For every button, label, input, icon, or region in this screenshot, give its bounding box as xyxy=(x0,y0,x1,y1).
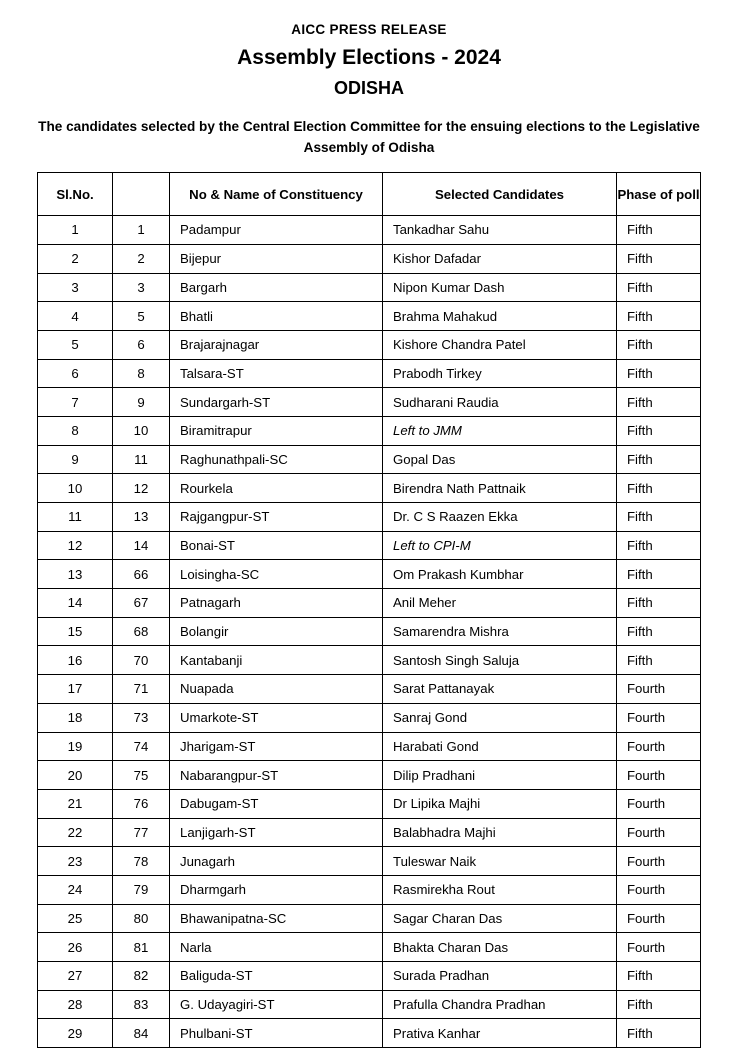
cell-phase: Fifth xyxy=(617,589,701,618)
cell-candidate: Samarendra Mishra xyxy=(383,617,617,646)
cell-constituency-no: 8 xyxy=(113,359,170,388)
cell-sl-no: 1 xyxy=(38,216,113,245)
cell-candidate: Sudharani Raudia xyxy=(383,388,617,417)
cell-candidate: Prabodh Tirkey xyxy=(383,359,617,388)
cell-phase: Fifth xyxy=(617,416,701,445)
cell-candidate: Gopal Das xyxy=(383,445,617,474)
cell-constituency-no: 12 xyxy=(113,474,170,503)
cell-sl-no: 29 xyxy=(38,1019,113,1048)
table-row xyxy=(38,847,701,876)
table-row xyxy=(38,302,701,331)
cell-constituency-name: Loisingha-SC xyxy=(170,560,383,589)
column-header-selected-candidates: Selected Candidates xyxy=(383,173,617,216)
cell-constituency-name: Rajgangpur-ST xyxy=(170,503,383,532)
column-header-phase: Phase of poll xyxy=(617,173,701,216)
table-row xyxy=(38,1019,701,1048)
column-header-constituency: No & Name of Constituency xyxy=(170,173,383,216)
cell-sl-no: 19 xyxy=(38,732,113,761)
cell-constituency-name: Talsara-ST xyxy=(170,359,383,388)
cell-phase: Fourth xyxy=(617,933,701,962)
cell-phase: Fifth xyxy=(617,302,701,331)
table-body xyxy=(38,216,701,1048)
cell-phase: Fifth xyxy=(617,216,701,245)
cell-constituency-name: Bargarh xyxy=(170,273,383,302)
cell-candidate: Tuleswar Naik xyxy=(383,847,617,876)
cell-constituency-no: 83 xyxy=(113,990,170,1019)
cell-constituency-name: G. Udayagiri-ST xyxy=(170,990,383,1019)
cell-phase: Fourth xyxy=(617,847,701,876)
cell-phase: Fourth xyxy=(617,818,701,847)
cell-candidate: Tankadhar Sahu xyxy=(383,216,617,245)
cell-constituency-name: Phulbani-ST xyxy=(170,1019,383,1048)
cell-constituency-name: Rourkela xyxy=(170,474,383,503)
cell-constituency-no: 9 xyxy=(113,388,170,417)
page-title: Assembly Elections - 2024 xyxy=(237,46,501,69)
cell-candidate: Left to CPI-M xyxy=(383,531,617,560)
table-row xyxy=(38,589,701,618)
cell-sl-no: 21 xyxy=(38,789,113,818)
cell-sl-no: 9 xyxy=(38,445,113,474)
cell-constituency-name: Brajarajnagar xyxy=(170,330,383,359)
table-row xyxy=(38,445,701,474)
table-row xyxy=(38,646,701,675)
cell-phase: Fourth xyxy=(617,875,701,904)
cell-candidate: Dr Lipika Majhi xyxy=(383,789,617,818)
cell-constituency-no: 5 xyxy=(113,302,170,331)
cell-phase: Fourth xyxy=(617,732,701,761)
cell-constituency-no: 79 xyxy=(113,875,170,904)
cell-constituency-no: 84 xyxy=(113,1019,170,1048)
candidates-table xyxy=(37,172,701,1048)
cell-phase: Fourth xyxy=(617,761,701,790)
cell-phase: Fifth xyxy=(617,617,701,646)
cell-phase: Fifth xyxy=(617,531,701,560)
cell-candidate: Sagar Charan Das xyxy=(383,904,617,933)
table-row xyxy=(38,503,701,532)
cell-constituency-no: 10 xyxy=(113,416,170,445)
cell-sl-no: 2 xyxy=(38,244,113,273)
cell-sl-no: 27 xyxy=(38,962,113,991)
state-name: ODISHA xyxy=(333,78,404,98)
table-row xyxy=(38,990,701,1019)
cell-candidate: Sanraj Gond xyxy=(383,703,617,732)
cell-constituency-no: 77 xyxy=(113,818,170,847)
cell-phase: Fifth xyxy=(617,646,701,675)
cell-constituency-name: Biramitrapur xyxy=(170,416,383,445)
cell-sl-no: 7 xyxy=(38,388,113,417)
cell-constituency-no: 3 xyxy=(113,273,170,302)
table-row xyxy=(38,761,701,790)
cell-constituency-name: Bhawanipatna-SC xyxy=(170,904,383,933)
cell-constituency-no: 68 xyxy=(113,617,170,646)
cell-constituency-no: 80 xyxy=(113,904,170,933)
cell-constituency-no: 66 xyxy=(113,560,170,589)
table-row xyxy=(38,933,701,962)
table-row xyxy=(38,904,701,933)
table-row xyxy=(38,818,701,847)
cell-sl-no: 26 xyxy=(38,933,113,962)
cell-constituency-no: 76 xyxy=(113,789,170,818)
cell-sl-no: 13 xyxy=(38,560,113,589)
cell-constituency-no: 1 xyxy=(113,216,170,245)
cell-constituency-name: Bolangir xyxy=(170,617,383,646)
cell-constituency-no: 70 xyxy=(113,646,170,675)
table-row xyxy=(38,474,701,503)
cell-constituency-name: Narla xyxy=(170,933,383,962)
cell-candidate: Bhakta Charan Das xyxy=(383,933,617,962)
cell-sl-no: 11 xyxy=(38,503,113,532)
cell-constituency-name: Raghunathpali-SC xyxy=(170,445,383,474)
cell-candidate: Brahma Mahakud xyxy=(383,302,617,331)
cell-sl-no: 10 xyxy=(38,474,113,503)
cell-constituency-no: 81 xyxy=(113,933,170,962)
table-row xyxy=(38,359,701,388)
cell-phase: Fourth xyxy=(617,703,701,732)
cell-candidate: Dilip Pradhani xyxy=(383,761,617,790)
cell-constituency-name: Dharmgarh xyxy=(170,875,383,904)
press-release-label: AICC PRESS RELEASE xyxy=(291,22,447,37)
table-row xyxy=(38,531,701,560)
cell-phase: Fifth xyxy=(617,244,701,273)
cell-candidate: Balabhadra Majhi xyxy=(383,818,617,847)
cell-candidate: Nipon Kumar Dash xyxy=(383,273,617,302)
table-row xyxy=(38,244,701,273)
cell-constituency-no: 14 xyxy=(113,531,170,560)
cell-phase: Fourth xyxy=(617,675,701,704)
cell-phase: Fifth xyxy=(617,503,701,532)
cell-constituency-no: 2 xyxy=(113,244,170,273)
cell-candidate: Kishor Dafadar xyxy=(383,244,617,273)
cell-candidate: Prativa Kanhar xyxy=(383,1019,617,1048)
cell-constituency-no: 78 xyxy=(113,847,170,876)
cell-sl-no: 17 xyxy=(38,675,113,704)
table-row xyxy=(38,675,701,704)
cell-sl-no: 12 xyxy=(38,531,113,560)
cell-constituency-no: 11 xyxy=(113,445,170,474)
cell-sl-no: 22 xyxy=(38,818,113,847)
table-row xyxy=(38,617,701,646)
table-row xyxy=(38,273,701,302)
cell-phase: Fifth xyxy=(617,474,701,503)
cell-candidate: Harabati Gond xyxy=(383,732,617,761)
table-row xyxy=(38,732,701,761)
cell-phase: Fifth xyxy=(617,560,701,589)
cell-candidate: Surada Pradhan xyxy=(383,962,617,991)
cell-candidate: Sarat Pattanayak xyxy=(383,675,617,704)
cell-constituency-name: Baliguda-ST xyxy=(170,962,383,991)
cell-sl-no: 6 xyxy=(38,359,113,388)
cell-constituency-name: Dabugam-ST xyxy=(170,789,383,818)
document-header xyxy=(28,22,710,99)
cell-phase: Fifth xyxy=(617,1019,701,1048)
cell-sl-no: 3 xyxy=(38,273,113,302)
cell-constituency-no: 71 xyxy=(113,675,170,704)
cell-candidate: Santosh Singh Saluja xyxy=(383,646,617,675)
cell-constituency-name: Jharigam-ST xyxy=(170,732,383,761)
cell-sl-no: 8 xyxy=(38,416,113,445)
table-row xyxy=(38,962,701,991)
cell-candidate: Anil Meher xyxy=(383,589,617,618)
document-subtitle: The candidates selected by the Central Election Committee for the ensuing elections to the Legislative Assembly of Odisha xyxy=(38,119,700,156)
table-row xyxy=(38,560,701,589)
cell-constituency-name: Bonai-ST xyxy=(170,531,383,560)
table-row xyxy=(38,416,701,445)
cell-constituency-name: Bijepur xyxy=(170,244,383,273)
cell-constituency-name: Sundargarh-ST xyxy=(170,388,383,417)
cell-phase: Fifth xyxy=(617,330,701,359)
cell-constituency-no: 74 xyxy=(113,732,170,761)
table-header-row xyxy=(38,173,701,216)
column-header-constituency-no xyxy=(113,173,170,216)
cell-phase: Fourth xyxy=(617,904,701,933)
cell-sl-no: 5 xyxy=(38,330,113,359)
cell-phase: Fifth xyxy=(617,990,701,1019)
table-row xyxy=(38,789,701,818)
cell-sl-no: 14 xyxy=(38,589,113,618)
cell-candidate: Kishore Chandra Patel xyxy=(383,330,617,359)
cell-phase: Fifth xyxy=(617,445,701,474)
cell-phase: Fifth xyxy=(617,962,701,991)
cell-sl-no: 16 xyxy=(38,646,113,675)
cell-phase: Fifth xyxy=(617,273,701,302)
cell-candidate: Rasmirekha Rout xyxy=(383,875,617,904)
table-row xyxy=(38,875,701,904)
cell-constituency-name: Patnagarh xyxy=(170,589,383,618)
cell-sl-no: 25 xyxy=(38,904,113,933)
table-row xyxy=(38,388,701,417)
cell-candidate: Birendra Nath Pattnaik xyxy=(383,474,617,503)
table-row xyxy=(38,703,701,732)
cell-sl-no: 28 xyxy=(38,990,113,1019)
column-header-sl-no: Sl.No. xyxy=(38,173,113,216)
cell-sl-no: 15 xyxy=(38,617,113,646)
cell-constituency-no: 13 xyxy=(113,503,170,532)
cell-phase: Fifth xyxy=(617,388,701,417)
cell-constituency-name: Junagarh xyxy=(170,847,383,876)
cell-constituency-no: 67 xyxy=(113,589,170,618)
cell-candidate: Dr. C S Raazen Ekka xyxy=(383,503,617,532)
cell-constituency-name: Bhatli xyxy=(170,302,383,331)
cell-sl-no: 4 xyxy=(38,302,113,331)
cell-constituency-name: Padampur xyxy=(170,216,383,245)
cell-constituency-name: Nabarangpur-ST xyxy=(170,761,383,790)
cell-candidate: Left to JMM xyxy=(383,416,617,445)
cell-constituency-no: 6 xyxy=(113,330,170,359)
cell-candidate: Prafulla Chandra Pradhan xyxy=(383,990,617,1019)
table-row xyxy=(38,216,701,245)
cell-constituency-name: Nuapada xyxy=(170,675,383,704)
table-row xyxy=(38,330,701,359)
cell-phase: Fourth xyxy=(617,789,701,818)
cell-constituency-no: 82 xyxy=(113,962,170,991)
cell-candidate: Om Prakash Kumbhar xyxy=(383,560,617,589)
cell-sl-no: 24 xyxy=(38,875,113,904)
cell-constituency-name: Kantabanji xyxy=(170,646,383,675)
cell-sl-no: 20 xyxy=(38,761,113,790)
cell-sl-no: 23 xyxy=(38,847,113,876)
cell-constituency-no: 73 xyxy=(113,703,170,732)
cell-constituency-no: 75 xyxy=(113,761,170,790)
cell-phase: Fifth xyxy=(617,359,701,388)
cell-constituency-name: Lanjigarh-ST xyxy=(170,818,383,847)
cell-sl-no: 18 xyxy=(38,703,113,732)
cell-constituency-name: Umarkote-ST xyxy=(170,703,383,732)
